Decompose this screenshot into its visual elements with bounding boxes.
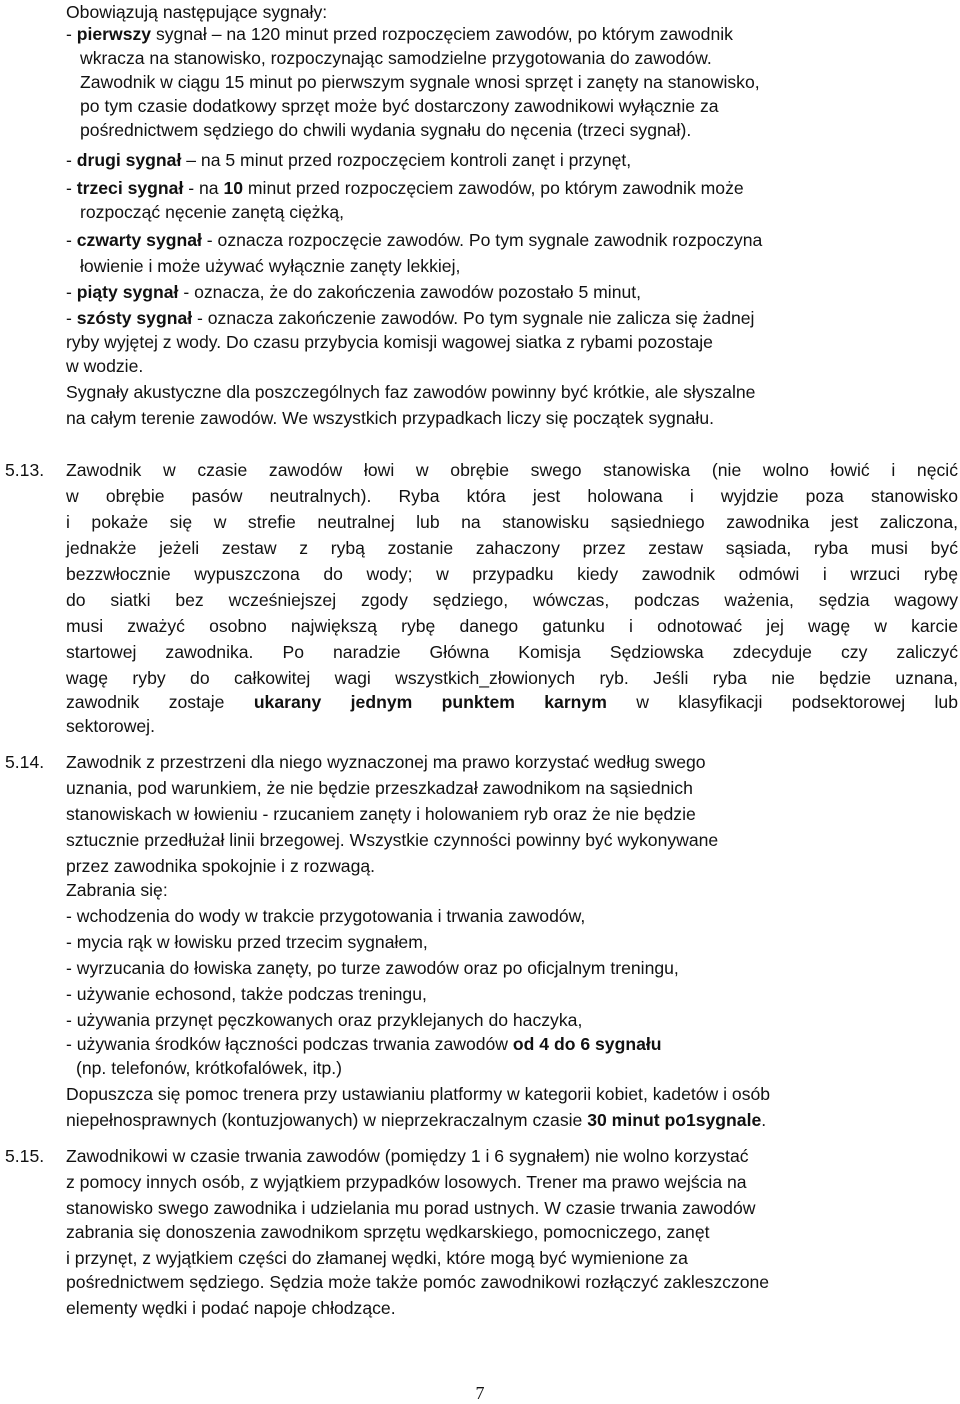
signal-fourth-label: czwarty sygnał bbox=[76, 230, 202, 250]
s513-line-11: sektorowej. bbox=[66, 716, 155, 736]
coach-time-limit: 30 minut po1sygnale bbox=[587, 1110, 762, 1130]
signal-fifth-label: piąty sygnał bbox=[76, 282, 179, 302]
s514-line-5: przez zawodnika spokojnie i z rozwagą. bbox=[66, 856, 376, 876]
s513-line-4: jednakże jeżeli zestaw z rybą zostanie zahaczony przez zestaw sąsiada, ryba musi być bbox=[66, 538, 958, 558]
signal-third-mid: - na bbox=[183, 178, 224, 198]
signal-second-line: - drugi sygnał – na 5 minut przed rozpoczęciem kontroli zanęt i przynęt, bbox=[66, 150, 632, 170]
s513-line-6: do siatki bez wcześniejszej zgody sędziego, wówczas, podczas ważenia, sędzia wagowy bbox=[66, 590, 958, 610]
signals-intro: Obowiązują następujące sygnały: bbox=[66, 2, 328, 22]
signal-first-line-4: po tym czasie dodatkowy sprzęt może być dostarczony zawodnikowi wyłącznie za bbox=[80, 96, 719, 116]
s514-line-1: Zawodnik z przestrzeni dla niego wyznaczonej ma prawo korzystać według swego bbox=[66, 752, 706, 772]
prohibited-item: - wchodzenia do wody w trakcie przygotowania i trwania zawodów, bbox=[66, 906, 586, 926]
signal-fourth-line-2: łowienie i może używać wyłącznie zanęty lekkiej, bbox=[80, 256, 461, 276]
signal-sixth-line-3: w wodzie. bbox=[66, 356, 144, 376]
signal-first-line-3: Zawodnik w ciągu 15 minut po pierwszym sygnale wnosi sprzęt i zanęty na stanowisko, bbox=[80, 72, 760, 92]
s514-line-3: stanowiskach w łowieniu - rzucaniem zanęty i holowaniem ryb oraz że nie będzie bbox=[66, 804, 696, 824]
section-number-5-14: 5.14. bbox=[5, 752, 45, 772]
signal-sixth-line-2: ryby wyjętej z wody. Do czasu przybycia komisji wagowej siatka z rybami pozostaje bbox=[66, 332, 713, 352]
coach-line-2 bbox=[66, 1108, 766, 1132]
prohibited-item-6-text: - używania środków łączności podczas trwania zawodów bbox=[66, 1034, 513, 1054]
s513-line-9: wagę ryby do całkowitej wagi wszystkich_złowionych ryb. Jeśli ryba nie będzie uznana, bbox=[66, 668, 958, 688]
s513-line-3: i pokaże się w strefie neutralnej lub na stanowisku sąsiedniego zawodnika jest zaliczona, bbox=[66, 512, 958, 532]
s513-penalty: ukarany jednym punktem karnym bbox=[253, 692, 607, 712]
signal-first-text: sygnał – na 120 minut przed rozpoczęciem zawodów, po którym zawodnik bbox=[151, 24, 733, 44]
s513-line-5: bezzwłocznie wypuszczona do wody; w przypadku kiedy zawodnik odmówi i wrzuci rybę bbox=[66, 564, 958, 584]
prohibited-item-6-signals: od 4 do 6 sygnału bbox=[512, 1034, 662, 1054]
section-number-5-13: 5.13. bbox=[5, 460, 45, 480]
page-number: 7 bbox=[475, 1383, 485, 1403]
signal-first-line-5: pośrednictwem sędziego do chwili wydania sygnału do nęcenia (trzeci sygnał). bbox=[80, 120, 692, 140]
prohibited-item-6-line-2: (np. telefonów, krótkofalówek, itp.) bbox=[76, 1058, 342, 1078]
s515-line-1: Zawodnikowi w czasie trwania zawodów (pomiędzy 1 i 6 sygnałem) nie wolno korzystać bbox=[66, 1146, 749, 1166]
signal-dash: - bbox=[66, 24, 77, 44]
signal-second-text: – na 5 minut przed rozpoczęciem kontroli zanęt i przynęt, bbox=[181, 150, 632, 170]
prohibited-item bbox=[66, 1032, 661, 1056]
s513-line-2: w obrębie pasów neutralnych). Ryba która jest holowana i wyjdzie poza stanowisko bbox=[66, 486, 958, 506]
signal-third-text: minut przed rozpoczęciem zawodów, po którym zawodnik może bbox=[243, 178, 744, 198]
signal-fourth-line: - czwarty sygnał - oznacza rozpoczęcie zawodów. Po tym sygnale zawodnik rozpoczyna bbox=[66, 230, 763, 250]
coach-line-2-end: . bbox=[761, 1110, 767, 1130]
signal-first-label: pierwszy bbox=[76, 24, 152, 44]
signal-fourth-text: - oznacza rozpoczęcie zawodów. Po tym sygnale zawodnik rozpoczyna bbox=[201, 230, 763, 250]
signal-fifth-text: - oznacza, że do zakończenia zawodów pozostało 5 minut, bbox=[178, 282, 642, 302]
s513-line-10-start: zawodnik zostaje bbox=[66, 692, 254, 712]
s513-line-7: musi zważyć osobno największą rybę danego gatunku i odnotować jej wagę w karcie bbox=[66, 616, 958, 636]
prohibited-item: - używanie echosond, także podczas treningu, bbox=[66, 984, 427, 1004]
s515-line-5: i przynęt, z wyjątkiem części do złamanej wędki, które mogą być wymienione za bbox=[66, 1248, 688, 1268]
signal-sixth-label: szósty sygnał bbox=[76, 308, 193, 328]
prohibited-item: - wyrzucania do łowiska zanęty, po turze zawodów oraz po oficjalnym treningu, bbox=[66, 958, 679, 978]
s515-line-6: pośrednictwem sędziego. Sędzia może także pomóc zawodnikowi rozłączyć zakleszczone bbox=[66, 1272, 770, 1292]
s514-line-2: uznania, pod warunkiem, że nie będzie przeszkadzał zawodnikom na sąsiednich bbox=[66, 778, 693, 798]
signal-first-line-2: wkracza na stanowisko, rozpoczynając samodzielne przygotowania do zawodów. bbox=[80, 48, 712, 68]
s515-line-7: elementy wędki i podać napoje chłodzące. bbox=[66, 1298, 396, 1318]
coach-line-2-text: niepełnosprawnych (kontuzjowanych) w nieprzekraczalnym czasie bbox=[66, 1110, 588, 1130]
s515-line-4: zabrania się donoszenia zawodnikom sprzętu wędkarskiego, pomocniczego, zanęt bbox=[66, 1222, 710, 1242]
s513-line-1: Zawodnik w czasie zawodów łowi w obrębie swego stanowiska (nie wolno łowić i nęcić bbox=[66, 460, 958, 480]
prohibited-item: - używania przynęt pęczkowanych oraz przyklejanych do haczyka, bbox=[66, 1010, 583, 1030]
signal-third-line: - trzeci sygnał - na 10 minut przed rozpoczęciem zawodów, po którym zawodnik może bbox=[66, 178, 744, 198]
signal-third-label: trzeci sygnał bbox=[76, 178, 184, 198]
signal-sixth-text: - oznacza zakończenie zawodów. Po tym sygnale nie zalicza się żadnej bbox=[192, 308, 755, 328]
signal-second-label: drugi sygnał bbox=[76, 150, 182, 170]
acoustic-line-1: Sygnały akustyczne dla poszczególnych faz zawodów powinny być krótkie, ale słyszalne bbox=[66, 382, 756, 402]
s513-line-10-end: w klasyfikacji podsektorowej lub bbox=[606, 692, 958, 712]
signal-third-line-2: rozpocząć nęcenie zanętą ciężką, bbox=[80, 202, 345, 222]
s514-line-4: sztucznie przedłużał linii brzegowej. Wszystkie czynności powinny być wykonywane bbox=[66, 830, 719, 850]
coach-line-1: Dopuszcza się pomoc trenera przy ustawianiu platformy w kategorii kobiet, kadetów i osób bbox=[66, 1084, 771, 1104]
signal-sixth-line: - szósty sygnał - oznacza zakończenie zawodów. Po tym sygnale nie zalicza się żadnej bbox=[66, 308, 755, 328]
prohibited-heading: Zabrania się: bbox=[66, 880, 168, 900]
s515-line-2: z pomocy innych osób, z wyjątkiem przypadków losowych. Trener ma prawo wejścia na bbox=[66, 1172, 747, 1192]
acoustic-line-2: na całym terenie zawodów. We wszystkich przypadkach liczy się początek sygnału. bbox=[66, 408, 714, 428]
signal-first-line bbox=[66, 22, 733, 46]
s513-line-8: startowej zawodnika. Po naradzie Główna Komisja Sędziowska zdecyduje czy zaliczyć bbox=[66, 642, 958, 662]
signal-third-minutes: 10 bbox=[223, 178, 244, 198]
s515-line-3: stanowisko swego zawodnika i udzielania mu porad ustnych. W czasie trwania zawodów bbox=[66, 1198, 756, 1218]
prohibited-item: - mycia rąk w łowisku przed trzecim sygnałem, bbox=[66, 932, 428, 952]
signal-fifth-line: - piąty sygnał - oznacza, że do zakończenia zawodów pozostało 5 minut, bbox=[66, 282, 642, 302]
section-number-5-15: 5.15. bbox=[5, 1146, 45, 1166]
s513-line-10 bbox=[66, 690, 958, 714]
